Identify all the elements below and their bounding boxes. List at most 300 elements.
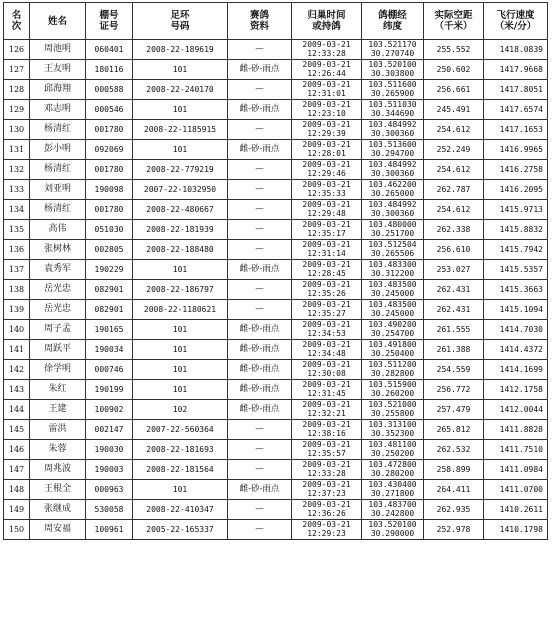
arrival-time-cell [292, 40, 362, 60]
fancier-name-cell: 杨清红 [30, 120, 86, 140]
arrival-time-cell [292, 260, 362, 280]
fancier-name-cell: 周池明 [30, 40, 86, 60]
coordinates-cell [362, 340, 424, 360]
distance-cell: 250.602 [424, 60, 484, 80]
speed-cell: 1417.1653 [484, 120, 548, 140]
rank-cell: 149 [4, 500, 30, 520]
speed-cell: 1412.1758 [484, 380, 548, 400]
coordinates-cell [362, 200, 424, 220]
table-row [4, 160, 548, 180]
speed-cell: 1411.8828 [484, 420, 548, 440]
pigeon-info-cell: — [228, 240, 292, 260]
coordinates-cell [362, 360, 424, 380]
rank-cell: 140 [4, 320, 30, 340]
arrival-clock: 12:35:26 [307, 288, 346, 298]
speed-cell: 1410.2611 [484, 500, 548, 520]
arrival-clock: 12:35:33 [307, 188, 346, 198]
latitude: 30.344690 [370, 108, 415, 118]
latitude: 30.312200 [370, 268, 415, 278]
arrival-time-cell [292, 120, 362, 140]
col-header-distance: 实际空距 （千米） [424, 3, 484, 40]
table-row [4, 300, 548, 320]
rank-cell: 133 [4, 180, 30, 200]
latitude: 30.245000 [370, 308, 415, 318]
loft-id-cell: 100902 [86, 400, 133, 420]
rank-cell: 141 [4, 340, 30, 360]
latitude: 30.294700 [370, 148, 415, 158]
fancier-name-cell: 彭小明 [30, 140, 86, 160]
latitude: 30.300360 [370, 128, 415, 138]
arrival-time-cell [292, 460, 362, 480]
latitude: 30.255800 [370, 408, 415, 418]
loft-id-cell: 001780 [86, 160, 133, 180]
fancier-name-cell: 周子孟 [30, 320, 86, 340]
rank-cell: 137 [4, 260, 30, 280]
rank-cell: 138 [4, 280, 30, 300]
rank-cell: 147 [4, 460, 30, 480]
rank-cell: 136 [4, 240, 30, 260]
longitude: 103.511200 [368, 360, 417, 369]
arrival-time-cell [292, 420, 362, 440]
fancier-name-cell: 张树林 [30, 240, 86, 260]
ring-number-cell: 2008-22-240170 [133, 80, 228, 100]
loft-id-cell: 190003 [86, 460, 133, 480]
rank-cell: 134 [4, 200, 30, 220]
longitude: 103.511600 [368, 80, 417, 89]
fancier-name-cell: 岳光忠 [30, 280, 86, 300]
arrival-time-cell [292, 160, 362, 180]
ring-number-cell: 2008-22-188480 [133, 240, 228, 260]
arrival-date: 2009-03-21 [302, 160, 351, 169]
table-row [4, 400, 548, 420]
arrival-clock: 12:35:57 [307, 448, 346, 458]
rank-cell: 126 [4, 40, 30, 60]
coordinates-cell [362, 180, 424, 200]
ring-number-cell: 2007-22-1032950 [133, 180, 228, 200]
fancier-name-cell: 雷洪 [30, 420, 86, 440]
arrival-clock: 12:33:28 [307, 48, 346, 58]
col-header-pigeon-info: 赛鸽 资料 [228, 3, 292, 40]
ring-number-cell: 2008-22-410347 [133, 500, 228, 520]
fancier-name-cell: 邱海翔 [30, 80, 86, 100]
loft-id-cell: 002805 [86, 240, 133, 260]
ring-number-cell: 2008-22-779219 [133, 160, 228, 180]
arrival-date: 2009-03-21 [302, 520, 351, 529]
pigeon-info-cell: — [228, 200, 292, 220]
arrival-time-cell [292, 60, 362, 80]
ring-number-cell: 101 [133, 380, 228, 400]
coordinates-cell [362, 420, 424, 440]
pigeon-info-cell: — [228, 40, 292, 60]
ring-number-cell: 2008-22-1180621 [133, 300, 228, 320]
pigeon-info-cell: — [228, 420, 292, 440]
longitude: 103.511030 [368, 100, 417, 109]
coordinates-cell [362, 240, 424, 260]
distance-cell: 262.431 [424, 300, 484, 320]
arrival-clock: 12:34:53 [307, 328, 346, 338]
arrival-clock: 12:31:01 [307, 88, 346, 98]
arrival-time-cell [292, 100, 362, 120]
loft-id-cell: 530058 [86, 500, 133, 520]
latitude: 30.270740 [370, 48, 415, 58]
arrival-date: 2009-03-21 [302, 180, 351, 189]
pigeon-info-cell: — [228, 440, 292, 460]
loft-id-cell: 082901 [86, 280, 133, 300]
pigeon-info-cell: 雌-砂-雨点 [228, 60, 292, 80]
arrival-time-cell [292, 280, 362, 300]
fancier-name-cell: 高伟 [30, 220, 86, 240]
distance-cell: 262.787 [424, 180, 484, 200]
ring-number-cell: 2008-22-181693 [133, 440, 228, 460]
arrival-clock: 12:32:21 [307, 408, 346, 418]
arrival-time-cell [292, 240, 362, 260]
fancier-name-cell: 杨清红 [30, 160, 86, 180]
loft-id-cell: 002147 [86, 420, 133, 440]
col-header-ring-number: 足环 号码 [133, 3, 228, 40]
loft-id-cell: 190030 [86, 440, 133, 460]
arrival-time-cell [292, 220, 362, 240]
coordinates-cell [362, 140, 424, 160]
distance-cell: 252.978 [424, 520, 484, 540]
table-row [4, 180, 548, 200]
speed-cell: 1416.9965 [484, 140, 548, 160]
longitude: 103.483700 [368, 500, 417, 509]
latitude: 30.282800 [370, 368, 415, 378]
speed-cell: 1415.1094 [484, 300, 548, 320]
arrival-date: 2009-03-21 [302, 440, 351, 449]
pigeon-info-cell: 雌-砂-雨点 [228, 360, 292, 380]
fancier-name-cell: 刘亚明 [30, 180, 86, 200]
table-body [4, 40, 548, 540]
speed-cell: 1414.4372 [484, 340, 548, 360]
arrival-time-cell [292, 380, 362, 400]
table-row [4, 120, 548, 140]
distance-cell: 253.027 [424, 260, 484, 280]
arrival-time-cell [292, 340, 362, 360]
speed-cell: 1412.0044 [484, 400, 548, 420]
distance-cell: 255.552 [424, 40, 484, 60]
arrival-clock: 12:31:45 [307, 388, 346, 398]
distance-cell: 265.812 [424, 420, 484, 440]
longitude: 103.484992 [368, 200, 417, 209]
pigeon-info-cell: — [228, 80, 292, 100]
col-header-speed: 飞行速度 （米/分） [484, 3, 548, 40]
fancier-name-cell: 杨清红 [30, 200, 86, 220]
table-row [4, 420, 548, 440]
arrival-time-cell [292, 480, 362, 500]
speed-cell: 1417.9668 [484, 60, 548, 80]
arrival-time-cell [292, 200, 362, 220]
coordinates-cell [362, 280, 424, 300]
pigeon-info-cell: — [228, 500, 292, 520]
loft-id-cell: 000963 [86, 480, 133, 500]
fancier-name-cell: 周安福 [30, 520, 86, 540]
arrival-date: 2009-03-21 [302, 220, 351, 229]
coordinates-cell [362, 440, 424, 460]
rank-cell: 135 [4, 220, 30, 240]
pigeon-info-cell: 雌-砂-雨点 [228, 140, 292, 160]
rank-cell: 145 [4, 420, 30, 440]
arrival-clock: 12:28:45 [307, 268, 346, 278]
rank-cell: 139 [4, 300, 30, 320]
arrival-time-cell [292, 400, 362, 420]
longitude: 103.521170 [368, 40, 417, 49]
latitude: 30.352300 [370, 428, 415, 438]
table-row [4, 380, 548, 400]
fancier-name-cell: 周兆波 [30, 460, 86, 480]
latitude: 30.265900 [370, 88, 415, 98]
pigeon-info-cell: — [228, 220, 292, 240]
col-header-loft-id: 棚号 证号 [86, 3, 133, 40]
ring-number-cell: 2008-22-189619 [133, 40, 228, 60]
arrival-date: 2009-03-21 [302, 400, 351, 409]
distance-cell: 256.661 [424, 80, 484, 100]
arrival-time-cell [292, 500, 362, 520]
coordinates-cell [362, 160, 424, 180]
table-row [4, 140, 548, 160]
arrival-date: 2009-03-21 [302, 120, 351, 129]
arrival-date: 2009-03-21 [302, 380, 351, 389]
col-header-arrival-time: 归巢时间 或持鸽 [292, 3, 362, 40]
distance-cell: 261.555 [424, 320, 484, 340]
longitude: 103.515900 [368, 380, 417, 389]
speed-cell: 1415.3663 [484, 280, 548, 300]
ring-number-cell: 2008-22-181939 [133, 220, 228, 240]
table-row [4, 340, 548, 360]
speed-cell: 1415.5357 [484, 260, 548, 280]
table-row [4, 220, 548, 240]
ring-number-cell: 2008-22-1185915 [133, 120, 228, 140]
longitude: 103.520100 [368, 520, 417, 529]
longitude: 103.480000 [368, 220, 417, 229]
coordinates-cell [362, 100, 424, 120]
speed-cell: 1416.2095 [484, 180, 548, 200]
rank-cell: 148 [4, 480, 30, 500]
ring-number-cell: 101 [133, 320, 228, 340]
arrival-clock: 12:33:28 [307, 468, 346, 478]
arrival-clock: 12:30:08 [307, 368, 346, 378]
latitude: 30.250400 [370, 348, 415, 358]
arrival-time-cell [292, 140, 362, 160]
pigeon-info-cell: — [228, 520, 292, 540]
race-results-table [3, 2, 548, 540]
pigeon-info-cell: 雌-砂-雨点 [228, 320, 292, 340]
fancier-name-cell: 王建 [30, 400, 86, 420]
latitude: 30.254700 [370, 328, 415, 338]
distance-cell: 254.612 [424, 120, 484, 140]
distance-cell: 262.935 [424, 500, 484, 520]
pigeon-info-cell: — [228, 120, 292, 140]
longitude: 103.512504 [368, 240, 417, 249]
loft-id-cell: 000746 [86, 360, 133, 380]
loft-id-cell: 001780 [86, 200, 133, 220]
fancier-name-cell: 岳光忠 [30, 300, 86, 320]
arrival-date: 2009-03-21 [302, 460, 351, 469]
pigeon-info-cell: 雌-砂-雨点 [228, 100, 292, 120]
loft-id-cell: 092069 [86, 140, 133, 160]
speed-cell: 1411.0700 [484, 480, 548, 500]
distance-cell: 245.491 [424, 100, 484, 120]
fancier-name-cell: 王友明 [30, 60, 86, 80]
ring-number-cell: 101 [133, 60, 228, 80]
table-row [4, 200, 548, 220]
distance-cell: 264.411 [424, 480, 484, 500]
loft-id-cell: 000546 [86, 100, 133, 120]
arrival-date: 2009-03-21 [302, 360, 351, 369]
longitude: 103.491800 [368, 340, 417, 349]
table-row [4, 40, 548, 60]
loft-id-cell: 001780 [86, 120, 133, 140]
ring-number-cell: 2008-22-186797 [133, 280, 228, 300]
fancier-name-cell: 周跃平 [30, 340, 86, 360]
distance-cell: 258.899 [424, 460, 484, 480]
table-row [4, 260, 548, 280]
fancier-name-cell: 袁秀军 [30, 260, 86, 280]
arrival-date: 2009-03-21 [302, 320, 351, 329]
table-row [4, 80, 548, 100]
distance-cell: 262.338 [424, 220, 484, 240]
loft-id-cell: 100961 [86, 520, 133, 540]
ring-number-cell: 101 [133, 260, 228, 280]
distance-cell: 261.388 [424, 340, 484, 360]
pigeon-info-cell: 雌-砂-雨点 [228, 260, 292, 280]
fancier-name-cell: 徐学明 [30, 360, 86, 380]
pigeon-info-cell: — [228, 280, 292, 300]
loft-id-cell: 190229 [86, 260, 133, 280]
speed-cell: 1414.1699 [484, 360, 548, 380]
coordinates-cell [362, 220, 424, 240]
arrival-clock: 12:29:46 [307, 168, 346, 178]
pigeon-info-cell: — [228, 160, 292, 180]
speed-cell: 1416.2758 [484, 160, 548, 180]
table-row [4, 360, 548, 380]
coordinates-cell [362, 520, 424, 540]
longitude: 103.472800 [368, 460, 417, 469]
ring-number-cell: 101 [133, 360, 228, 380]
longitude: 103.483500 [368, 280, 417, 289]
ring-number-cell: 101 [133, 140, 228, 160]
pigeon-info-cell: — [228, 180, 292, 200]
arrival-time-cell [292, 360, 362, 380]
rank-cell: 144 [4, 400, 30, 420]
loft-id-cell: 180116 [86, 60, 133, 80]
pigeon-info-cell: — [228, 300, 292, 320]
coordinates-cell [362, 500, 424, 520]
arrival-clock: 12:23:10 [307, 108, 346, 118]
ring-number-cell: 2008-22-181564 [133, 460, 228, 480]
table-row [4, 520, 548, 540]
loft-id-cell: 082901 [86, 300, 133, 320]
ring-number-cell: 101 [133, 340, 228, 360]
loft-id-cell: 190098 [86, 180, 133, 200]
distance-cell: 252.249 [424, 140, 484, 160]
arrival-clock: 12:31:14 [307, 248, 346, 258]
speed-cell: 1418.0839 [484, 40, 548, 60]
arrival-date: 2009-03-21 [302, 280, 351, 289]
arrival-time-cell [292, 520, 362, 540]
pigeon-info-cell: 雌-砂-雨点 [228, 340, 292, 360]
arrival-date: 2009-03-21 [302, 260, 351, 269]
latitude: 30.245000 [370, 288, 415, 298]
distance-cell: 257.479 [424, 400, 484, 420]
arrival-date: 2009-03-21 [302, 480, 351, 489]
arrival-date: 2009-03-21 [302, 100, 351, 109]
longitude: 103.481100 [368, 440, 417, 449]
loft-id-cell: 190165 [86, 320, 133, 340]
distance-cell: 262.532 [424, 440, 484, 460]
arrival-clock: 12:28:01 [307, 148, 346, 158]
ring-number-cell: 2008-22-480667 [133, 200, 228, 220]
rank-cell: 128 [4, 80, 30, 100]
longitude: 103.521000 [368, 400, 417, 409]
arrival-clock: 12:37:23 [307, 488, 346, 498]
arrival-date: 2009-03-21 [302, 240, 351, 249]
latitude: 30.300360 [370, 208, 415, 218]
latitude: 30.260200 [370, 388, 415, 398]
arrival-clock: 12:29:48 [307, 208, 346, 218]
rank-cell: 150 [4, 520, 30, 540]
arrival-date: 2009-03-21 [302, 420, 351, 429]
table-row [4, 480, 548, 500]
ring-number-cell: 102 [133, 400, 228, 420]
speed-cell: 1417.6574 [484, 100, 548, 120]
arrival-time-cell [292, 80, 362, 100]
arrival-clock: 12:29:23 [307, 528, 346, 538]
latitude: 30.303800 [370, 68, 415, 78]
longitude: 103.490200 [368, 320, 417, 329]
ring-number-cell: 101 [133, 480, 228, 500]
ring-number-cell: 101 [133, 100, 228, 120]
distance-cell: 256.772 [424, 380, 484, 400]
coordinates-cell [362, 300, 424, 320]
arrival-date: 2009-03-21 [302, 140, 351, 149]
loft-id-cell: 000588 [86, 80, 133, 100]
arrival-time-cell [292, 440, 362, 460]
arrival-date: 2009-03-21 [302, 500, 351, 509]
speed-cell: 1415.8832 [484, 220, 548, 240]
distance-cell: 262.431 [424, 280, 484, 300]
arrival-date: 2009-03-21 [302, 340, 351, 349]
latitude: 30.271800 [370, 488, 415, 498]
arrival-date: 2009-03-21 [302, 40, 351, 49]
rank-cell: 132 [4, 160, 30, 180]
table-row [4, 100, 548, 120]
ring-number-cell: 2007-22-560364 [133, 420, 228, 440]
longitude: 103.313100 [368, 420, 417, 429]
speed-cell: 1414.7030 [484, 320, 548, 340]
fancier-name-cell: 张继成 [30, 500, 86, 520]
latitude: 30.280200 [370, 468, 415, 478]
speed-cell: 1411.7510 [484, 440, 548, 460]
longitude: 103.483300 [368, 260, 417, 269]
arrival-clock: 12:29:39 [307, 128, 346, 138]
rank-cell: 146 [4, 440, 30, 460]
longitude: 103.484992 [368, 120, 417, 129]
distance-cell: 256.610 [424, 240, 484, 260]
coordinates-cell [362, 400, 424, 420]
fancier-name-cell: 王根全 [30, 480, 86, 500]
latitude: 30.250200 [370, 448, 415, 458]
table-row [4, 60, 548, 80]
pigeon-info-cell: — [228, 460, 292, 480]
loft-id-cell: 051030 [86, 220, 133, 240]
arrival-clock: 12:35:27 [307, 308, 346, 318]
speed-cell: 1410.1798 [484, 520, 548, 540]
table-row [4, 320, 548, 340]
loft-id-cell: 060401 [86, 40, 133, 60]
col-header-name: 姓名 [30, 3, 86, 40]
arrival-date: 2009-03-21 [302, 300, 351, 309]
